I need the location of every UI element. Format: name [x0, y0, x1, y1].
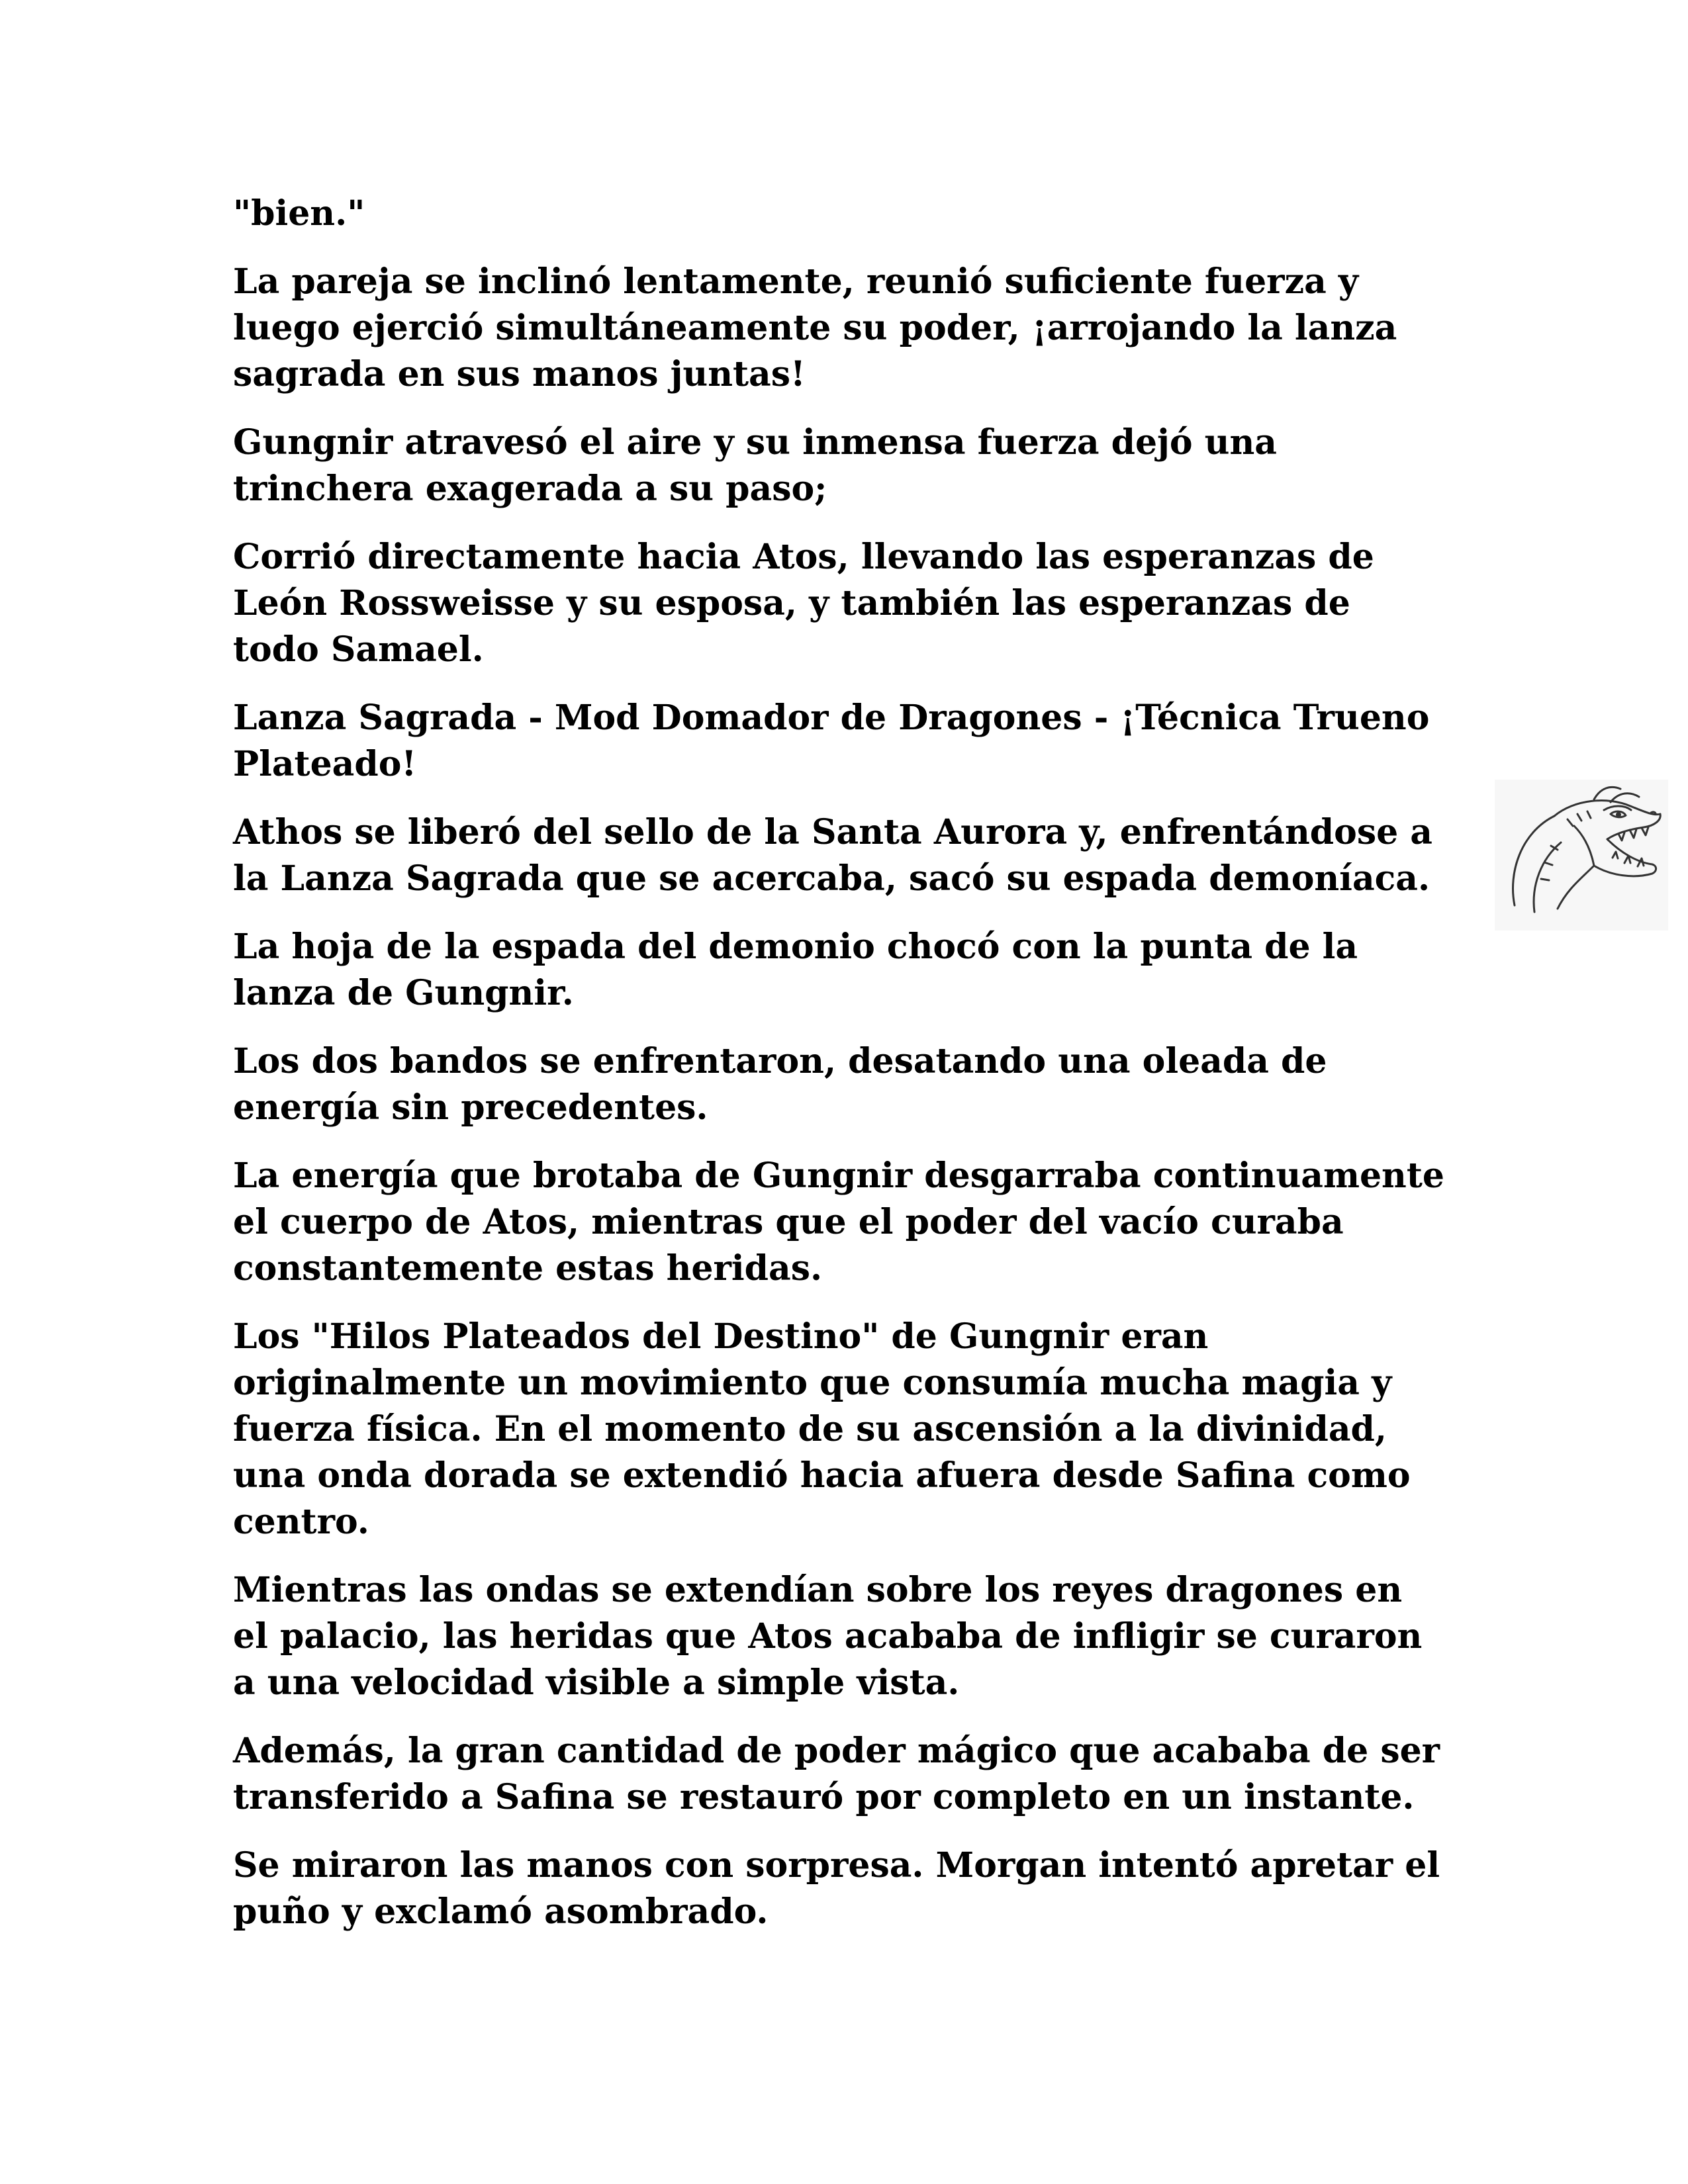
- paragraph: "bien.": [233, 193, 365, 234]
- paragraph: Lanza Sagrada - Mod Domador de Dragones - ¡Técnica Trueno Plateado!: [233, 698, 1430, 784]
- paragraph: La hoja de la espada del demonio chocó con la punta de la lanza de Gungnir.: [233, 927, 1358, 1013]
- paragraph: Además, la gran cantidad de poder mágico que acababa de ser transferido a Safina se restauró por completo en un instante.: [233, 1731, 1440, 1817]
- paragraph: Los dos bandos se enfrentaron, desatando una oleada de energía sin precedentes.: [233, 1041, 1327, 1128]
- paragraph: Los "Hilos Plateados del Destino" de Gungnir eran originalmente un movimiento que consumía mucha magia y fuerza física. En el momento de su ascensión a la divinidad, una onda dorada se extendió hacia afuera desde Safina como centro.: [233, 1316, 1411, 1542]
- paragraph: Se miraron las manos con sorpresa. Morgan intentó apretar el puño y exclamó asombrado.: [233, 1845, 1440, 1932]
- paragraph: Corrió directamente hacia Atos, llevando las esperanzas de León Rossweisse y su esposa, y también las esperanzas de todo Samael.: [233, 537, 1374, 670]
- paragraph: La energía que brotaba de Gungnir desgarraba continuamente el cuerpo de Atos, mientras que el poder del vacío curaba constantemente estas heridas.: [233, 1156, 1444, 1289]
- paragraph: Mientras las ondas se extendían sobre los reyes dragones en el palacio, las heridas que Atos acababa de infligir se curaron a una velocidad visible a simple vista.: [233, 1570, 1423, 1703]
- paragraph: La pareja se inclinó lentamente, reunió suficiente fuerza y luego ejerció simultáneamente su poder, ¡arrojando la lanza sagrada en sus manos juntas!: [233, 261, 1397, 394]
- paragraph: Athos se liberó del sello de la Santa Aurora y, enfrentándose a la Lanza Sagrada que se acercaba, sacó su espada demoníaca.: [233, 812, 1432, 899]
- dragon-head-sketch-icon: [1495, 780, 1668, 931]
- body-text: [233, 191, 1444, 1957]
- paragraph: Gungnir atravesó el aire y su inmensa fuerza dejó una trinchera exagerada a su paso;: [233, 422, 1277, 509]
